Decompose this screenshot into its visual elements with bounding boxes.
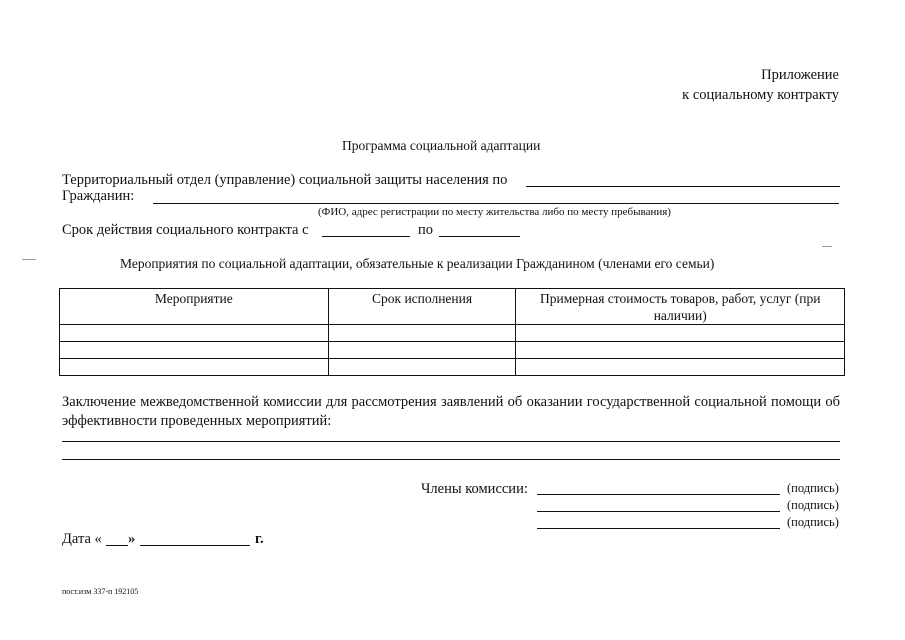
- appendix-line-2: к социальному контракту: [682, 87, 839, 103]
- conclusion-line-1[interactable]: [62, 441, 840, 442]
- header-measure: Мероприятие: [60, 289, 329, 325]
- term-to-line[interactable]: [439, 236, 520, 237]
- table-row: [60, 342, 845, 359]
- commission-conclusion: Заключение межведомственной комиссии для рассмотрения заявлений об оказании государственной социальной помощи об эффективности проведенных мероприятий:: [62, 394, 840, 429]
- date-year-suffix: г.: [255, 531, 264, 547]
- signature-caption-3: (подпись): [787, 515, 839, 529]
- signature-line-3[interactable]: [537, 528, 780, 529]
- signature-caption-2: (подпись): [787, 498, 839, 512]
- table-cell[interactable]: [60, 359, 329, 376]
- signature-caption-1: (подпись): [787, 481, 839, 495]
- table-cell[interactable]: [328, 325, 516, 342]
- table-cell[interactable]: [516, 325, 845, 342]
- scan-artifact: [22, 259, 36, 260]
- citizen-fill-line[interactable]: [153, 203, 839, 204]
- territorial-label: Территориальный отдел (управление) социальной защиты населения по: [62, 172, 508, 188]
- measures-heading: Мероприятия по социальной адаптации, обязательные к реализации Гражданином (членами его семьи): [120, 256, 715, 271]
- term-to-label: по: [418, 222, 434, 238]
- table-cell[interactable]: [516, 359, 845, 376]
- date-quote-close: »: [128, 531, 136, 547]
- table-header-row: [60, 289, 845, 325]
- footer-code: пост.изм 337-п 192105: [62, 587, 139, 596]
- table-row: [60, 325, 845, 342]
- header-cost: Примерная стоимость товаров, работ, услуг (при наличии): [516, 289, 845, 325]
- table-row: [60, 359, 845, 376]
- date-day-line[interactable]: [106, 545, 128, 546]
- signature-line-2[interactable]: [537, 511, 780, 512]
- table-cell[interactable]: [328, 342, 516, 359]
- territorial-fill-line[interactable]: [526, 186, 840, 187]
- term-label: Срок действия социального контракта с: [62, 222, 309, 238]
- table-cell[interactable]: [60, 342, 329, 359]
- header-deadline: Срок исполнения: [328, 289, 516, 325]
- signature-line-1[interactable]: [537, 494, 780, 495]
- table-cell[interactable]: [516, 342, 845, 359]
- term-from-line[interactable]: [322, 236, 410, 237]
- commission-label: Члены комиссии:: [421, 481, 528, 497]
- scan-artifact: [822, 246, 832, 247]
- table-cell[interactable]: [60, 325, 329, 342]
- appendix-line-1: Приложение: [761, 67, 839, 83]
- table-cell[interactable]: [328, 359, 516, 376]
- date-month-line[interactable]: [140, 545, 250, 546]
- date-prefix: Дата «: [62, 531, 102, 547]
- document-title: Программа социальной адаптации: [342, 138, 541, 153]
- citizen-note: (ФИО, адрес регистрации по месту жительства либо по месту пребывания): [318, 206, 671, 218]
- conclusion-line-2[interactable]: [62, 459, 840, 460]
- measures-table: [59, 288, 845, 376]
- citizen-label: Гражданин:: [62, 188, 135, 204]
